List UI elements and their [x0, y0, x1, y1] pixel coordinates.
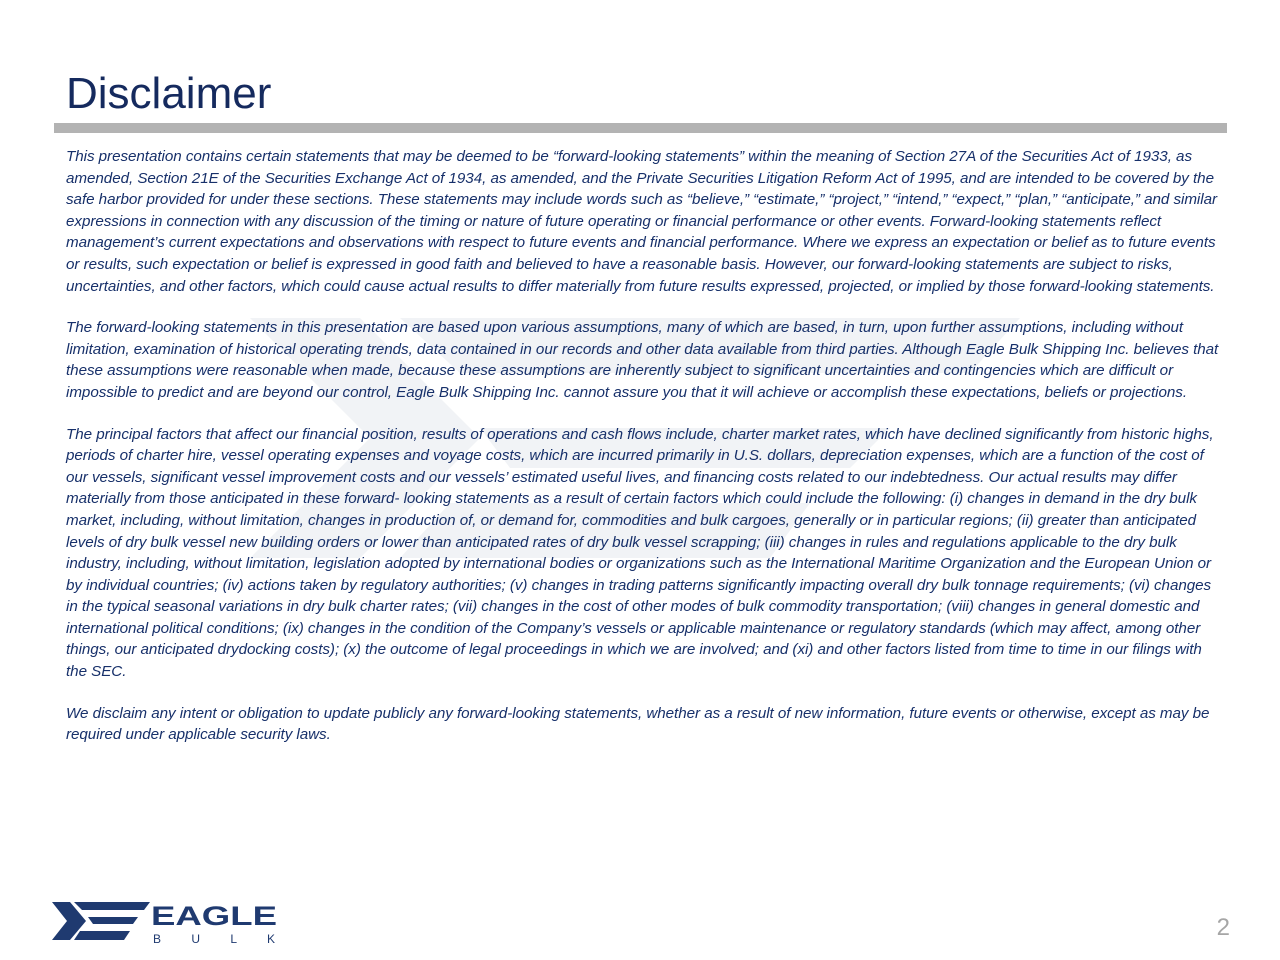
logo-subword: B U L K [153, 932, 275, 946]
title-divider [54, 123, 1227, 133]
logo-word: EAGLE [151, 901, 277, 931]
disclaimer-paragraph: The forward-looking statements in this presentation are based upon various assumptions, many of which are based, in turn, upon further assumptions, including without limitation, examination of historical operating trends, data contained in our records and other data available from third parties. Although Eagle Bulk Shipping Inc. believes that these assumptions were reasonable when made, because these assumptions are inherently subject to significant uncertainties and contingencies which are difficult or impossible to predict and are beyond our control, Eagle Bulk Shipping Inc. cannot assure you that it will achieve or accomplish these expectations, beliefs or projections. [66, 319, 1219, 401]
disclaimer-paragraph: We disclaim any intent or obligation to update publicly any forward-looking statements, whether as a result of new information, future events or otherwise, except as may be required under applicable security laws. [66, 704, 1210, 744]
disclaimer-paragraph: The principal factors that affect our financial position, results of operations and cash flows include, charter market rates, which have declined significantly from historic highs, periods of charter hire, vessel operating expenses and voyage costs, which are incurred primarily in U.S. dollars, depreciation expenses, which are a function of the cost of our vessels, significant vessel improvement costs and our vessels’ estimated useful lives, and financing costs related to our indebtedness. Our actual results may differ materially from those anticipated in these forward- looking statements as a result of certain factors which could include the following: (i) changes in demand in the dry bulk market, including, without limitation, changes in production of, or demand for, commodities and bulk cargoes, generally or in particular regions; (ii) greater than anticipated levels of dry bulk vessel new building orders or lower than anticipated rates of dry bulk vessel scrapping; (iii) changes in rules and regulations applicable to the dry bulk industry, including, without limitation, legislation adopted by international bodies or organizations such as the International Maritime Organization and the European Union or by individual countries; (iv) actions taken by regulatory authorities; (v) changes in trading patterns significantly impacting overall dry bulk tonnage requirements; (vi) changes in the typical seasonal variations in dry bulk charter rates; (vii) changes in the cost of other modes of bulk commodity transportation; (viii) changes in general domestic and international political conditions; (ix) changes in the condition of the Company’s vessels or applicable maintenance or regulatory standards (which may affect, among other things, our anticipated drydocking costs); (x) the outcome of legal proceedings in which we are involved; and (xi) and other factors listed from time to time in our filings with the SEC. [66, 425, 1214, 681]
page-number: 2 [1216, 914, 1230, 941]
page-title: Disclaimer [66, 69, 272, 118]
eagle-mark-icon [52, 902, 150, 940]
disclaimer-body [66, 146, 1226, 766]
eagle-bulk-logo [52, 900, 282, 946]
disclaimer-paragraph: This presentation contains certain statements that may be deemed to be “forward-looking statements” within the meaning of Section 27A of the Securities Act of 1933, as amended, Section 21E of the Securities Exchange Act of 1934, as amended, and the Private Securities Litigation Reform Act of 1995, and are intended to be covered by the safe harbor provided for under these sections. These statements may include words such as “believe,” “estimate,” “project,” “intend,” “expect,” “plan,” “anticipate,” and similar expressions in connection with any discussion of the timing or nature of future operating or financial performance or other events. Forward-looking statements reflect management’s current expectations and observations with respect to future events and financial performance. Where we express an expectation or belief as to future events or results, such expectation or belief is expressed in good faith and believed to have a reasonable basis. However, our forward-looking statements are subject to risks, uncertainties, and other factors, which could cause actual results to differ materially from future results expressed, projected, or implied by those forward-looking statements. [66, 148, 1217, 295]
